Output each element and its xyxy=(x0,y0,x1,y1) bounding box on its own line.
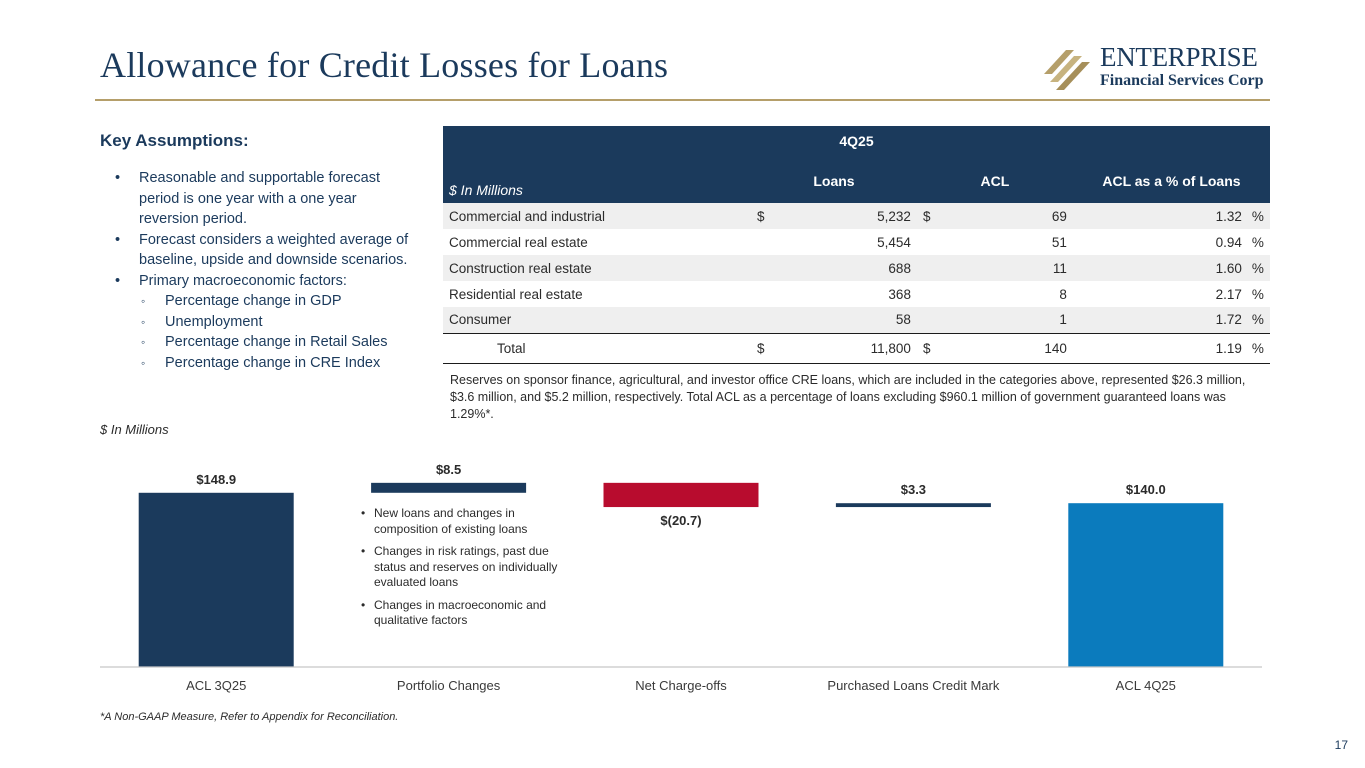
acl-value: 11 xyxy=(937,255,1073,281)
acl-pct-value: 1.72 xyxy=(1073,307,1248,333)
total-acl-pct-value: 1.19 xyxy=(1073,333,1248,363)
callout-item: • New loans and changes in composition of existing loans xyxy=(361,506,561,537)
x-tick-label: Net Charge-offs xyxy=(635,678,727,693)
column-header-acl: ACL xyxy=(917,156,1073,203)
total-acl-value: 140 xyxy=(937,333,1073,363)
acl-value: 1 xyxy=(937,307,1073,333)
currency-symbol: $ xyxy=(917,333,937,363)
bar-acl-4q25 xyxy=(1068,503,1223,667)
page-title: Allowance for Credit Losses for Loans xyxy=(100,45,669,85)
row-label: Commercial and industrial xyxy=(443,203,751,229)
acl-table xyxy=(443,126,1270,364)
row-label: Consumer xyxy=(443,307,751,333)
loans-value: 58 xyxy=(771,307,917,333)
footnote: *A Non-GAAP Measure, Refer to Appendix for Reconciliation. xyxy=(100,711,399,723)
data-label: $8.5 xyxy=(435,461,462,477)
percent-symbol: % xyxy=(1251,234,1264,250)
currency-symbol: $ xyxy=(751,333,771,363)
macro-factor-item: ◦ Unemployment xyxy=(139,312,413,333)
assumption-item: • Forecast considers a weighted average of baseline, upside and downside scenarios. xyxy=(113,230,413,271)
table-total-row xyxy=(443,333,1270,363)
data-label: $3.3 xyxy=(900,482,927,498)
percent-symbol: % xyxy=(1251,286,1264,302)
percent-symbol: % xyxy=(1248,333,1270,363)
acl-value: 8 xyxy=(1059,286,1067,302)
acl-pct-value: 1.60 xyxy=(1073,255,1248,281)
data-label: $148.9 xyxy=(196,471,237,487)
assumption-item: • Reasonable and supportable forecast period is one year with a one year reversion period. xyxy=(113,168,413,230)
macro-factor-item: ◦ Percentage change in Retail Sales xyxy=(139,332,413,353)
table-row xyxy=(443,307,1270,333)
key-assumptions-heading: Key Assumptions: xyxy=(100,131,249,150)
page-number: 17 xyxy=(1334,738,1348,752)
total-label: Total xyxy=(443,333,751,363)
key-assumptions-list xyxy=(113,168,413,373)
portfolio-changes-callout xyxy=(361,506,561,636)
percent-symbol: % xyxy=(1248,255,1270,281)
bar-purchased-loans-credit-mark xyxy=(836,503,991,507)
loans-value: 5,454 xyxy=(877,234,911,250)
reserves-note: Reserves on sponsor finance, agricultural, and investor office CRE loans, which are included in the categories above, represented $26.3 million, $3.6 million, and $5.2 million, respectively. Total ACL as a percentage of loans excluding $960.1 million of government guaranteed loans was 1.29%*. xyxy=(450,373,1246,421)
percent-symbol: % xyxy=(1248,307,1270,333)
table-period-header: 4Q25 xyxy=(443,126,1270,156)
currency-symbol: $ xyxy=(751,203,771,229)
data-label: $140.0 xyxy=(1125,482,1166,498)
column-header-loans: Loans xyxy=(751,156,917,203)
callout-item: • Changes in risk ratings, past due status and reserves on individually evaluated loans xyxy=(361,544,561,591)
row-label: Residential real estate xyxy=(449,286,583,302)
acl-pct-value: 2.17 xyxy=(1215,286,1242,302)
callout-item: • Changes in macroeconomic and qualitative factors xyxy=(361,598,561,629)
table-row xyxy=(443,203,1270,229)
loans-value: 5,232 xyxy=(771,203,917,229)
x-tick-label: ACL 4Q25 xyxy=(1115,678,1176,693)
table-row xyxy=(443,281,1270,307)
loans-value: 688 xyxy=(771,255,917,281)
data-label: $(20.7) xyxy=(660,513,702,529)
acl-pct-value: 0.94 xyxy=(1215,234,1242,250)
table-row xyxy=(443,229,1270,255)
logo-name: ENTERPRISE xyxy=(1100,42,1258,72)
logo-subtitle: Financial Services Corp xyxy=(1100,72,1264,89)
table-unit-label: $ In Millions xyxy=(443,156,751,203)
currency-symbol: $ xyxy=(917,203,937,229)
total-loans-value: 11,800 xyxy=(771,333,917,363)
assumption-item xyxy=(113,271,413,374)
company-logo xyxy=(1040,42,1275,92)
acl-pct-value: 1.32 xyxy=(1073,203,1248,229)
bar-portfolio-changes xyxy=(371,483,526,493)
bar-acl-3q25 xyxy=(139,493,294,667)
macro-factors-list xyxy=(139,291,413,373)
logo-mark-icon xyxy=(1040,44,1092,92)
chart-unit-label: $ In Millions xyxy=(100,422,169,437)
row-label: Commercial real estate xyxy=(449,234,588,250)
x-tick-label: Purchased Loans Credit Mark xyxy=(827,678,1000,693)
acl-value: 69 xyxy=(937,203,1073,229)
x-tick-label: Portfolio Changes xyxy=(396,678,501,693)
x-tick-label: ACL 3Q25 xyxy=(186,678,247,693)
acl-value: 51 xyxy=(1051,234,1067,250)
assumption-item-label: Primary macroeconomic factors: xyxy=(139,272,347,289)
loans-value: 368 xyxy=(888,286,911,302)
macro-factor-item: ◦ Percentage change in CRE Index xyxy=(139,353,413,374)
macro-factor-item: ◦ Percentage change in GDP xyxy=(139,291,413,312)
table-row xyxy=(443,255,1270,281)
column-header-acl-pct: ACL as a % of Loans xyxy=(1073,156,1270,203)
title-divider xyxy=(95,99,1270,101)
bar-net-charge-offs xyxy=(604,483,759,507)
row-label: Construction real estate xyxy=(443,255,751,281)
percent-symbol: % xyxy=(1248,203,1270,229)
